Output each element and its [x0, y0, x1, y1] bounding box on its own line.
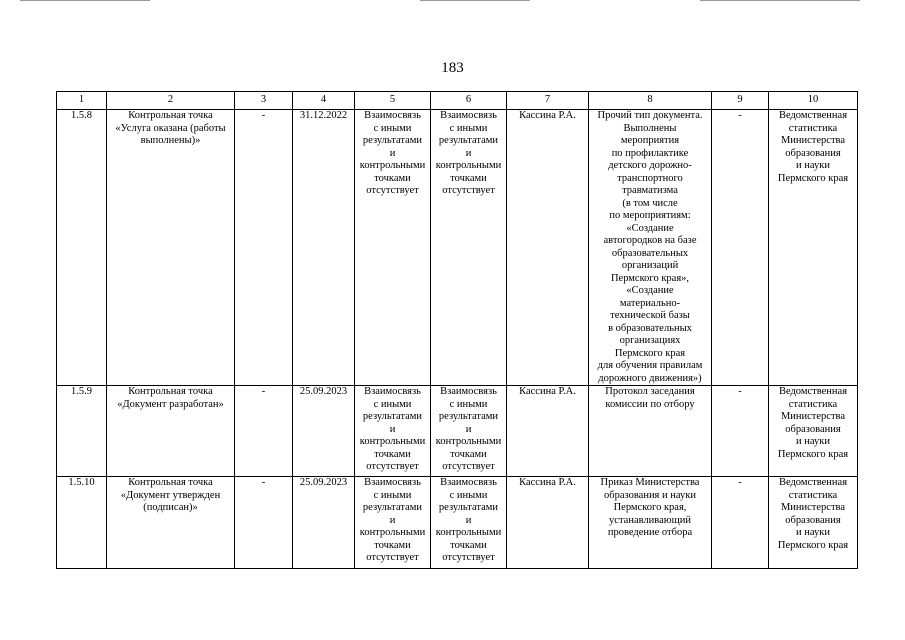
document-type: Приказ Министерства образования и науки Пермского края, устанавливающий проведение отбора	[589, 477, 712, 569]
relation-checkpoints: Взаимосвязь с иными результатами и контрольными точками отсутствует	[431, 386, 507, 477]
table-row	[57, 477, 858, 569]
relation-checkpoints: Взаимосвязь с иными результатами и контрольными точками отсутствует	[431, 477, 507, 569]
column-number: 6	[431, 92, 507, 110]
table-row	[57, 110, 858, 386]
column-number-row	[57, 92, 858, 110]
column-9-value: -	[712, 386, 769, 477]
column-9-value: -	[712, 477, 769, 569]
scan-edge-left	[20, 0, 150, 1]
column-3-value: -	[235, 386, 293, 477]
column-number: 3	[235, 92, 293, 110]
responsible-person: Кассина Р.А.	[507, 110, 589, 386]
document-table	[56, 91, 858, 569]
checkpoint-name: Контрольная точка «Документ разработан»	[107, 386, 235, 477]
row-number: 1.5.9	[57, 386, 107, 477]
column-number: 4	[293, 92, 355, 110]
relation-checkpoints: Взаимосвязь с иными результатами и контрольными точками отсутствует	[431, 110, 507, 386]
page-number: 183	[441, 60, 464, 76]
information-source: Ведомственная статистика Министерства образования и науки Пермского края	[769, 386, 858, 477]
row-number: 1.5.8	[57, 110, 107, 386]
column-number: 9	[712, 92, 769, 110]
column-number: 2	[107, 92, 235, 110]
relation-results: Взаимосвязь с иными результатами и контрольными точками отсутствует	[355, 477, 431, 569]
due-date: 31.12.2022	[293, 110, 355, 386]
column-3-value: -	[235, 110, 293, 386]
column-3-value: -	[235, 477, 293, 569]
relation-results: Взаимосвязь с иными результатами и контрольными точками отсутствует	[355, 110, 431, 386]
checkpoint-name: Контрольная точка «Документ утвержден (подписан)»	[107, 477, 235, 569]
column-number: 7	[507, 92, 589, 110]
relation-results: Взаимосвязь с иными результатами и контрольными точками отсутствует	[355, 386, 431, 477]
column-number: 5	[355, 92, 431, 110]
information-source: Ведомственная статистика Министерства образования и науки Пермского края	[769, 110, 858, 386]
scan-edge-right	[700, 0, 860, 1]
information-source: Ведомственная статистика Министерства образования и науки Пермского края	[769, 477, 858, 569]
checkpoint-name: Контрольная точка «Услуга оказана (работы выполнены)»	[107, 110, 235, 386]
due-date: 25.09.2023	[293, 386, 355, 477]
document-type: Протокол заседания комиссии по отбору	[589, 386, 712, 477]
document-type: Прочий тип документа. Выполнены мероприятия по профилактике детского дорожно- транспортного травматизма (в том числе по мероприятиям: «Создание автогородков на базе образовательных организаций Пермского края», «Создание материально- технической базы в образовательных организациях Пермского края для обучения правилам дорожного движения»)	[589, 110, 712, 386]
responsible-person: Кассина Р.А.	[507, 386, 589, 477]
responsible-person: Кассина Р.А.	[507, 477, 589, 569]
table-row	[57, 386, 858, 477]
column-number: 1	[57, 92, 107, 110]
column-9-value: -	[712, 110, 769, 386]
row-number: 1.5.10	[57, 477, 107, 569]
due-date: 25.09.2023	[293, 477, 355, 569]
scan-edge-middle	[420, 0, 530, 1]
column-number: 8	[589, 92, 712, 110]
column-number: 10	[769, 92, 858, 110]
